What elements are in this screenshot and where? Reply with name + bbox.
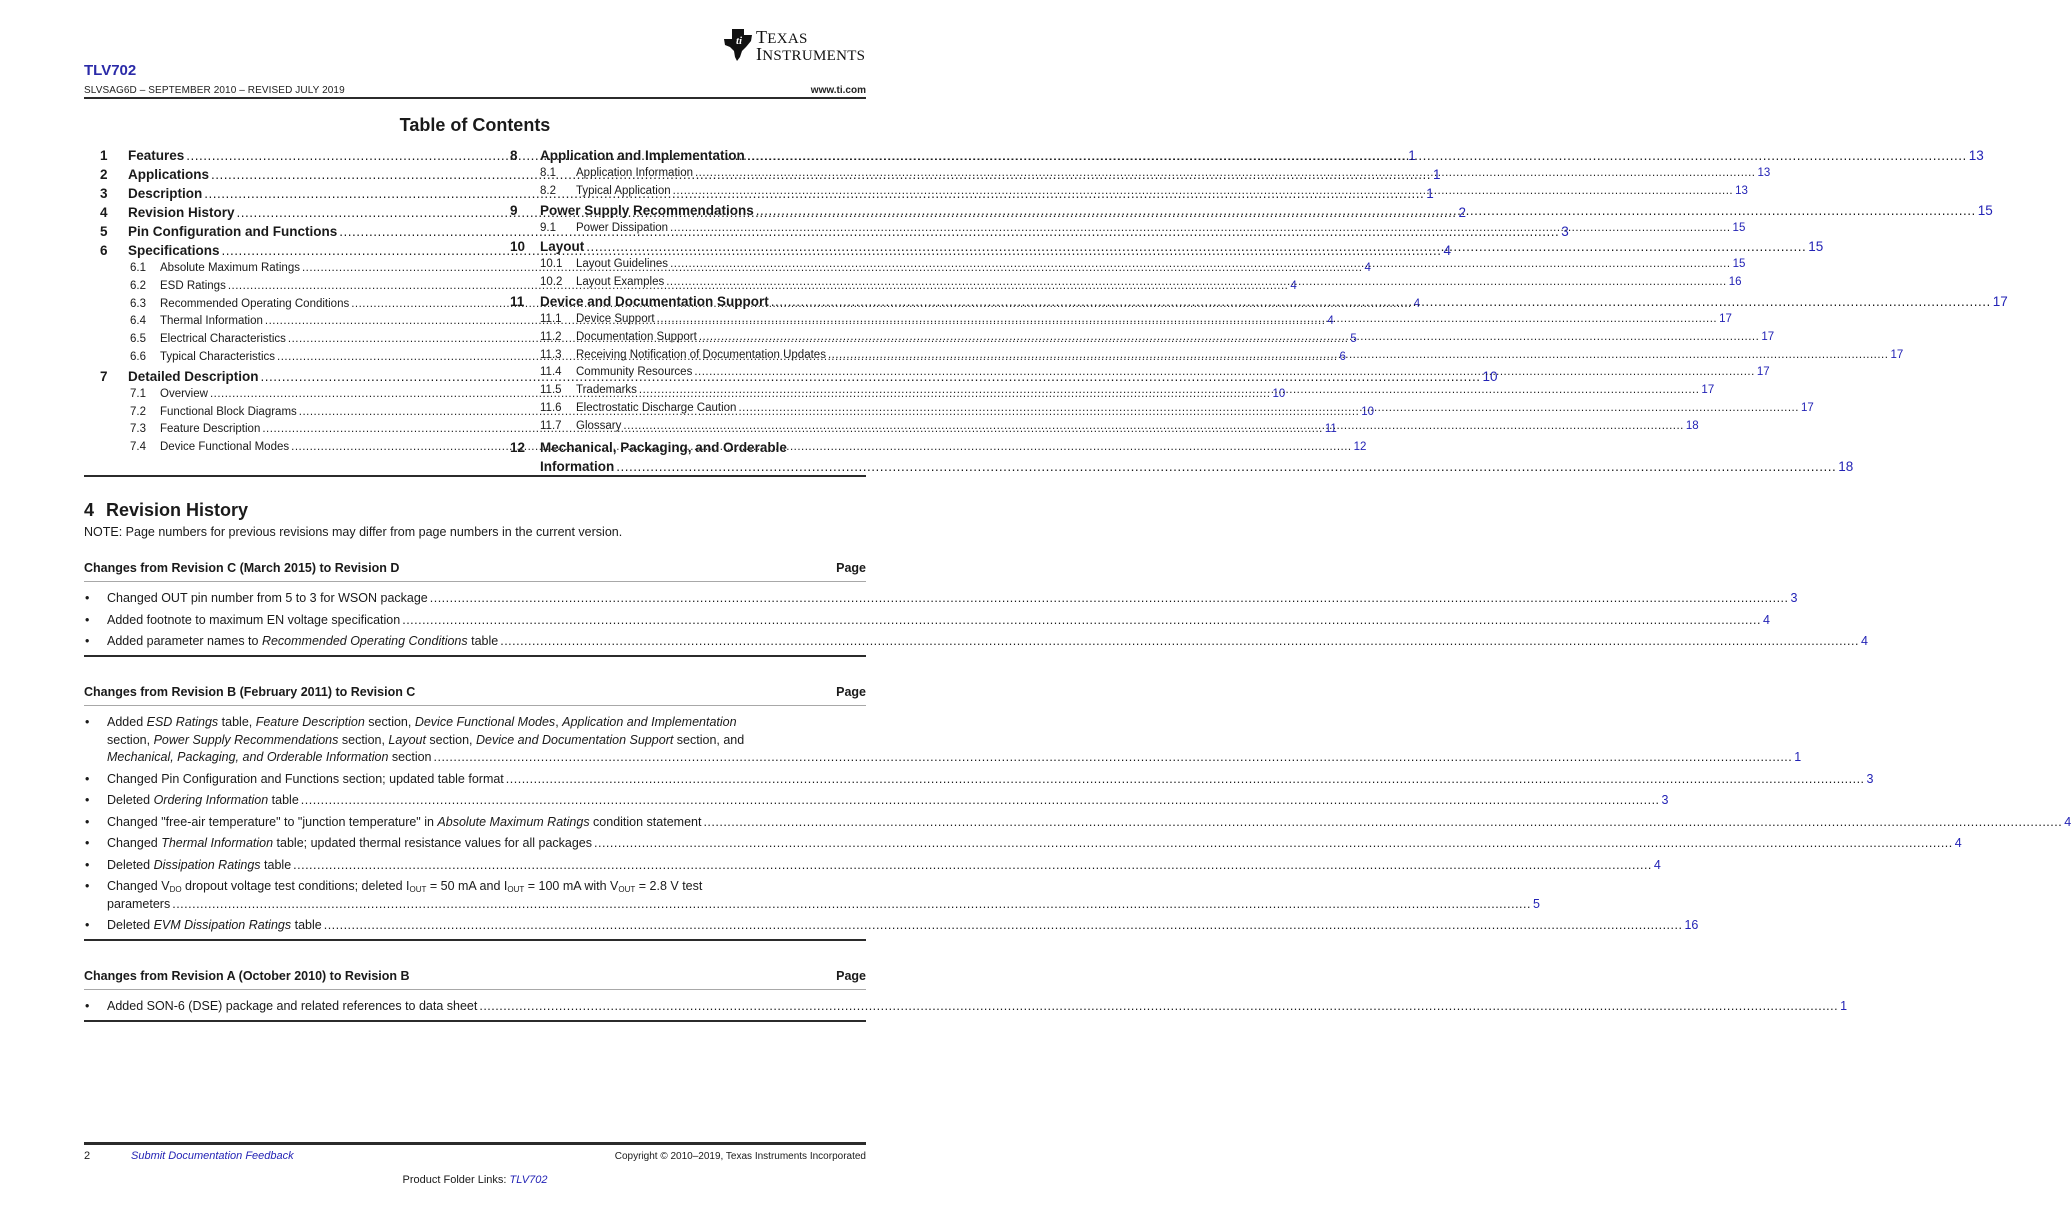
toc-entry[interactable] — [510, 438, 1854, 476]
toc-entry-label[interactable]: Mechanical, Packaging, and Orderable — [540, 439, 787, 455]
toc-entry-label[interactable]: Description — [128, 186, 203, 201]
doc-title: TLV702 — [84, 62, 137, 79]
leader-dots — [771, 292, 1991, 311]
change-item: • Changed $V_{DO}$ dropout voltage test conditions; deleted $I_{OUT} = 50$ mA and $I_{OUT} = 100$ mA with $V_{OUT} = 2.8$ V test parameters ..... 5 — [84, 878, 866, 913]
toc-entry[interactable] — [510, 329, 1775, 347]
toc-page-link[interactable]: 13 — [1757, 167, 1771, 179]
toc-page-link[interactable]: 18 — [1838, 458, 1854, 474]
toc-entry-label[interactable]: Glossary — [576, 419, 622, 432]
toc-entry-label[interactable]: Application Information — [576, 167, 693, 179]
leader-dots — [747, 146, 1967, 165]
toc-title: Table of Contents — [399, 115, 551, 135]
toc-entry-number: 9 — [510, 202, 518, 218]
toc-entry-label[interactable]: Power Dissipation — [576, 221, 669, 234]
toc-page-link[interactable]: 1 — [1432, 167, 1441, 182]
toc-page-link[interactable]: 4 — [1364, 262, 1371, 274]
toc-page-link[interactable]: 11 — [1324, 423, 1337, 436]
toc-entry-label[interactable]: Thermal Information — [160, 315, 263, 328]
toc-entry[interactable] — [510, 201, 1993, 220]
toc-entry-number: 7.2 — [130, 405, 146, 418]
toc-page-link[interactable]: 17 — [1756, 366, 1770, 379]
toc-page-link[interactable]: 10 — [1361, 405, 1375, 418]
toc-entry-label[interactable]: Electrical Characteristics — [160, 333, 286, 346]
header-rule — [84, 97, 866, 99]
toc-entry-number: 6.2 — [130, 279, 146, 292]
doc-id: SLVSAG6D – SEPTEMBER 2010 – REVISED JULY 2019 — [84, 85, 345, 96]
toc-entry[interactable] — [510, 292, 2008, 311]
toc-entry[interactable] — [510, 165, 1771, 183]
toc-entry-label[interactable]: Specifications — [128, 243, 220, 258]
toc-page-link[interactable]: 6 — [1339, 350, 1346, 363]
toc-page-link[interactable]: 12 — [1353, 441, 1367, 454]
toc-entry-label[interactable]: Pin Configuration and Functions — [128, 224, 338, 239]
toc-page-link[interactable]: 4 — [1290, 279, 1297, 292]
toc-entry-number: 11.7 — [540, 419, 562, 432]
toc-entry[interactable] — [510, 347, 1904, 365]
toc-entry-label[interactable]: Layout — [540, 239, 585, 255]
change-item: • Changed OUT pin number from 5 to 3 for WSON package ..... 3 — [84, 590, 866, 608]
toc-entry-label[interactable]: Device Functional Modes — [160, 441, 290, 454]
toc-entry[interactable] — [510, 274, 1742, 292]
change-item: • Deleted Ordering Information table ..... 3 — [84, 792, 866, 810]
toc-entry-number: 11.3 — [540, 348, 562, 361]
toc-page-link[interactable]: 17 — [1761, 330, 1775, 343]
change-item: • Deleted EVM Dissipation Ratings table ..... 16 — [84, 917, 866, 935]
toc-entry-number: 11.2 — [540, 330, 562, 343]
toc-entry-label[interactable]: Trademarks — [576, 384, 637, 397]
toc-page-link[interactable]: 17 — [1992, 293, 2008, 309]
toc-page-link[interactable]: 17 — [1701, 384, 1715, 397]
toc-page-link[interactable]: 15 — [1732, 221, 1746, 234]
leader-dots — [738, 400, 1799, 418]
toc-entry-number: 11.5 — [540, 384, 562, 397]
toc-entry-number: 6.6 — [130, 350, 146, 363]
toc-page-link[interactable]: 17 — [1890, 348, 1904, 361]
ti-logo — [722, 27, 872, 65]
toc-entry-label[interactable]: Application and Implementation — [540, 148, 745, 163]
page-link[interactable]: 1 — [1840, 999, 1848, 1013]
change-item: • Added footnote to maximum EN voltage specification ..... 4 — [84, 612, 866, 630]
toc-page-link[interactable]: 17 — [1719, 312, 1732, 325]
toc-page-link[interactable]: 18 — [1685, 419, 1699, 432]
change-item: • Changed "free-air temperature" to "junction temperature" in Absolute Maximum Ratings condition statement ..... 4 — [84, 814, 866, 832]
toc-entry-label[interactable]: Device and Documentation Support — [540, 293, 769, 309]
changes-heading: Changes from Revision B (February 2011) to Revision C Page — [84, 682, 866, 706]
toc-page-link[interactable]: 13 — [1968, 148, 1984, 163]
toc-entry[interactable] — [510, 220, 1746, 238]
page-link[interactable]: 4 — [2064, 814, 2071, 829]
leader-dots — [670, 256, 1731, 274]
changes-rev-d — [84, 558, 1868, 657]
svg-text:ti: ti — [736, 35, 743, 47]
page-link[interactable]: 4 — [1762, 612, 1770, 627]
change-item: • Changed Pin Configuration and Functions section; updated table format ..... 3 — [84, 771, 866, 789]
leader-dots — [616, 457, 1836, 476]
changes-rev-b — [84, 966, 1848, 1022]
toc-entry-label[interactable]: Typical Characteristics — [160, 350, 276, 363]
change-item: • Deleted Dissipation Ratings table ..... 4 — [84, 857, 866, 875]
toc-entry-number: 12 — [510, 439, 526, 455]
toc-entry-number: 2 — [100, 167, 108, 182]
toc-entry[interactable] — [510, 311, 1732, 329]
toc-entry-number: 11.1 — [540, 312, 562, 325]
toc-page-link[interactable]: 2 — [1458, 205, 1467, 220]
toc-entry-number: 6.4 — [130, 315, 146, 328]
toc-page-link[interactable]: 13 — [1735, 184, 1748, 197]
toc-entry-number: 6.1 — [130, 262, 146, 274]
leader-dots — [657, 311, 1718, 329]
toc-page-link[interactable]: 15 — [1808, 239, 1824, 255]
changes-heading: Changes from Revision A (October 2010) to Revision B Page — [84, 966, 866, 990]
toc-entry-label[interactable]: Electrostatic Discharge Caution — [576, 401, 737, 414]
toc-entry-label[interactable]: Power Supply Recommendations — [540, 202, 754, 218]
toc-entry-number: 10.2 — [540, 276, 563, 289]
leader-dots — [699, 329, 1760, 347]
page-link[interactable]: 4 — [1653, 857, 1661, 872]
changes-end-rule — [84, 1020, 866, 1022]
toc-entry-label[interactable]: Device Support — [576, 312, 655, 325]
toc-entry-number: 5 — [100, 224, 108, 239]
toc-entry-number: 4 — [100, 205, 108, 220]
toc-entry-number: 11 — [510, 293, 525, 309]
leader-dots — [666, 274, 1727, 292]
ti-logo-icon — [722, 27, 754, 63]
leader-dots — [586, 237, 1806, 256]
submit-feedback-link[interactable]: Submit Documentation Feedback — [131, 1150, 294, 1162]
toc-page-link[interactable]: 15 — [1732, 258, 1746, 271]
toc-entry-label[interactable]: Detailed Description — [128, 368, 259, 384]
toc-page-link[interactable]: 3 — [1561, 224, 1569, 239]
toc-page-link[interactable]: 4 — [1327, 315, 1334, 328]
leader-dots — [756, 201, 1976, 220]
page-link[interactable]: 3 — [1790, 591, 1798, 605]
toc-entry[interactable] — [510, 256, 1746, 274]
page-number: 2 — [84, 1150, 91, 1162]
toc-entry-number: 8.2 — [540, 184, 556, 197]
change-item: • Added parameter names to Recommended Operating Conditions table ..... 4 — [84, 633, 866, 651]
toc-entry-number: 7.3 — [130, 423, 146, 436]
page-link[interactable]: 16 — [1684, 918, 1699, 932]
page-link[interactable]: 5 — [1532, 896, 1540, 911]
toc-entry-number: 7.1 — [130, 387, 146, 400]
toc-entry-label[interactable]: ESD Ratings — [160, 279, 226, 292]
product-folder-links: Product Folder Links: TLV702 — [402, 1174, 548, 1186]
toc-entry-number: 11.4 — [540, 366, 562, 379]
toc-entry-number: 8 — [510, 148, 518, 163]
change-item: • Added SON-6 (DSE) package and related references to data sheet ..... 1 — [84, 998, 866, 1016]
toc-entry-label-cont[interactable]: Information — [540, 458, 615, 474]
toc-entry[interactable] — [510, 146, 1984, 165]
toc-page-link[interactable]: 5 — [1350, 333, 1357, 346]
toc-page-link[interactable]: 1 — [1408, 148, 1416, 163]
toc-entry[interactable] — [510, 183, 1748, 201]
page-link[interactable]: 3 — [1866, 771, 1874, 786]
toc-entry[interactable] — [510, 237, 1824, 256]
toc-entry[interactable] — [510, 418, 1699, 436]
toc-entry-number: 7.4 — [130, 441, 146, 454]
section-heading: 4 Revision History — [84, 500, 249, 520]
changes-end-rule — [84, 939, 866, 941]
toc-rule — [84, 475, 866, 477]
toc-page-link[interactable]: 4 — [1443, 243, 1452, 258]
toc-entry-label[interactable]: Recommended Operating Conditions — [160, 297, 350, 310]
page-link[interactable]: 4 — [1954, 836, 1962, 850]
toc-entry-number: 3 — [100, 186, 108, 201]
toc-entry-label[interactable]: Functional Block Diagrams — [160, 405, 297, 418]
revision-note: NOTE: Page numbers for previous revisions may differ from page numbers in the current version. — [84, 525, 623, 539]
site-link[interactable]: www.ti.com — [810, 85, 866, 96]
changes-rev-c — [84, 682, 2071, 941]
toc-right-column — [510, 146, 2008, 476]
product-folder-link[interactable]: TLV702 — [509, 1174, 548, 1186]
toc-entry-label[interactable]: Typical Application — [576, 184, 671, 197]
leader-dots — [695, 165, 1756, 183]
toc-page-link[interactable]: 17 — [1800, 401, 1814, 414]
toc-entry-number: 7 — [100, 368, 108, 384]
toc-entry-number: 9.1 — [540, 221, 556, 234]
page-link[interactable]: 1 — [1794, 750, 1802, 764]
toc-entry-number: 10 — [510, 239, 526, 255]
toc-entry-number: 6.3 — [130, 297, 146, 310]
toc-page-link[interactable]: 15 — [1977, 202, 1993, 218]
toc-entry-label[interactable]: Receiving Notification of Documentation Updates — [576, 348, 826, 361]
leader-dots — [673, 183, 1734, 201]
toc-page-link[interactable]: 10 — [1482, 368, 1498, 384]
page-link[interactable]: 4 — [1860, 634, 1868, 648]
toc-entry-label[interactable]: Community Resources — [576, 366, 693, 379]
page-link[interactable]: 3 — [1661, 793, 1669, 807]
copyright: Copyright © 2010–2019, Texas Instruments Incorporated — [614, 1151, 866, 1162]
change-item: • Added ESD Ratings table, Feature Description section, Device Functional Modes, Application and Implementation section, Power Supply Recommendations section, Layout section, Device and Documentation Support section, and Mechanical, Packaging, and Orderable Information section ..... 1 — [84, 714, 866, 767]
changes-end-rule — [84, 655, 866, 657]
toc-entry-number: 10.1 — [540, 258, 563, 271]
toc-entry-label[interactable]: Layout Guidelines — [576, 258, 669, 271]
toc-entry-label[interactable]: Applications — [128, 167, 210, 182]
leader-dots — [623, 418, 1684, 436]
change-item: • Changed Thermal Information table; updated thermal resistance values for all packages ..... 4 — [84, 835, 866, 853]
toc-entry-number: 11.6 — [540, 401, 562, 414]
ti-wordmark: TEXAS INSTRUMENTS — [756, 27, 866, 64]
toc-page-link[interactable]: 4 — [1413, 297, 1421, 310]
toc-page-link[interactable]: 16 — [1728, 276, 1742, 289]
changes-heading: Changes from Revision C (March 2015) to Revision D Page — [84, 558, 866, 582]
toc-entry-number: 1 — [100, 148, 108, 163]
leader-dots — [670, 220, 1731, 238]
toc-page-link[interactable]: 1 — [1426, 186, 1434, 201]
toc-entry-label[interactable]: Features — [128, 148, 185, 163]
toc-entry-number: 6.5 — [130, 333, 146, 346]
footer-rule — [84, 1142, 866, 1145]
toc-entry-label[interactable]: Revision History — [128, 205, 235, 220]
toc-page-link[interactable]: 10 — [1272, 387, 1286, 400]
toc-entry-label[interactable]: Layout Examples — [576, 276, 665, 289]
toc-entry-label[interactable]: Overview — [160, 387, 208, 400]
toc-entry-label[interactable]: Absolute Maximum Ratings — [160, 262, 300, 274]
toc-entry-label[interactable]: Feature Description — [160, 423, 261, 436]
toc-entry-number: 8.1 — [540, 167, 556, 179]
leader-dots — [828, 347, 1889, 365]
toc-entry-label[interactable]: Documentation Support — [576, 330, 697, 343]
leader-dots — [694, 364, 1755, 382]
leader-dots — [639, 382, 1700, 400]
toc-entry-number: 6 — [100, 243, 108, 258]
